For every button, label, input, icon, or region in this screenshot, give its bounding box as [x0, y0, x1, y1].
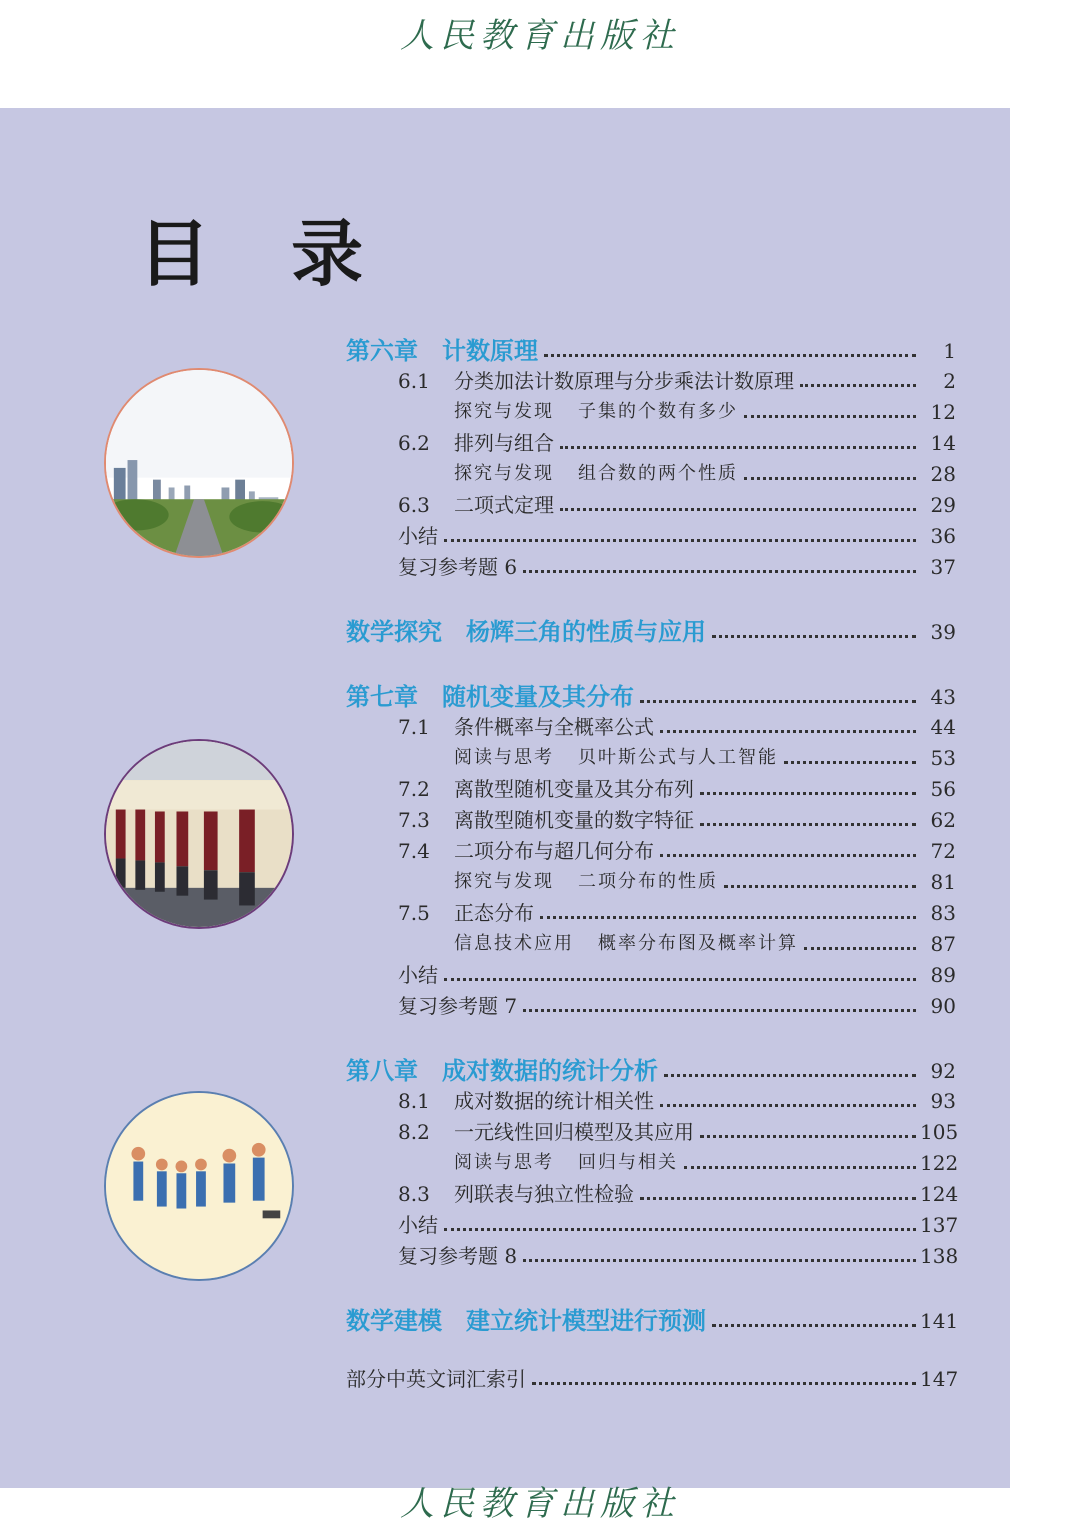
entry-prefix: 阅读与思考 — [454, 747, 554, 768]
dot-leader — [523, 569, 916, 573]
entry-heading — [346, 1308, 712, 1334]
toc-entry-section[interactable] — [398, 488, 956, 518]
dot-leader — [660, 1103, 916, 1107]
toc-entry-feature[interactable] — [454, 395, 956, 425]
dot-leader — [544, 353, 916, 357]
toc-entry-section[interactable] — [398, 803, 956, 833]
dot-leader — [804, 946, 916, 950]
entry-prefix: 探究与发现 — [454, 871, 554, 892]
entry-title: 杨辉三角的性质与应用 — [466, 618, 706, 646]
entry-heading — [454, 745, 784, 771]
dot-leader — [444, 977, 916, 981]
dot-leader — [540, 915, 916, 919]
toc-entry-head[interactable] — [346, 1050, 956, 1084]
dot-leader — [523, 1258, 916, 1262]
entry-title: 子集的个数有多少 — [578, 401, 738, 422]
toc-entry-section[interactable] — [398, 364, 956, 394]
entry-title: 分类加法计数原理与分步乘法计数原理 — [454, 369, 794, 393]
entry-title: 正态分布 — [454, 901, 534, 925]
page-number: 39 — [930, 620, 956, 644]
toc-entry-head[interactable] — [346, 676, 956, 710]
entry-title: 复习参考题 8 — [398, 1244, 518, 1268]
shooting-range-photo — [104, 739, 294, 929]
publisher-logo-bottom: 人民教育出版社 — [400, 1484, 680, 1524]
section-number: 7.2 — [398, 777, 430, 801]
entry-prefix: 信息技术应用 — [454, 933, 574, 954]
toc-entry-summary[interactable] — [398, 550, 956, 580]
entry-prefix: 数学建模 — [346, 1307, 442, 1335]
section-number: 8.3 — [398, 1182, 430, 1206]
toc-entry-section[interactable] — [398, 1115, 959, 1145]
page-number: 14 — [930, 431, 956, 455]
toc-entry-section[interactable] — [398, 772, 956, 802]
entry-title: 排列与组合 — [454, 431, 554, 455]
entry-title: 贝叶斯公式与人工智能 — [578, 747, 778, 768]
entry-heading — [454, 869, 724, 895]
queue-illustration — [104, 1091, 294, 1281]
entry-title: 二项分布的性质 — [578, 871, 718, 892]
dot-leader — [444, 538, 916, 542]
page-number: 122 — [920, 1151, 959, 1175]
dot-leader — [560, 507, 916, 511]
entry-prefix: 数学探究 — [346, 618, 442, 646]
entry-title: 条件概率与全概率公式 — [454, 715, 654, 739]
entry-title: 列联表与独立性检验 — [454, 1182, 634, 1206]
page-number: 89 — [930, 963, 956, 987]
page-number: 124 — [920, 1182, 959, 1206]
entry-prefix: 探究与发现 — [454, 401, 554, 422]
entry-title: 复习参考题 7 — [398, 994, 518, 1018]
dot-leader — [640, 1196, 916, 1200]
entry-title: 二项式定理 — [454, 493, 554, 517]
toc-entry-summary[interactable] — [398, 1239, 959, 1269]
entry-heading — [346, 338, 544, 364]
page-number: 81 — [930, 870, 956, 894]
page-number: 72 — [930, 839, 956, 863]
section-number: 7.3 — [398, 808, 430, 832]
page-number: 92 — [930, 1059, 956, 1083]
entry-title: 随机变量及其分布 — [442, 683, 634, 711]
toc-entry-section[interactable] — [398, 896, 956, 926]
entry-heading — [346, 684, 640, 710]
toc-entry-section[interactable] — [398, 1177, 959, 1207]
entry-title: 二项分布与超几何分布 — [454, 839, 654, 863]
section-number: 6.3 — [398, 493, 430, 517]
dot-leader — [444, 1227, 916, 1231]
entry-prefix: 第七章 — [346, 683, 418, 711]
entry-heading — [454, 1150, 684, 1176]
toc-entry-plain[interactable] — [346, 1362, 959, 1392]
toc-entry-summary[interactable] — [398, 1208, 959, 1238]
entry-heading — [346, 1058, 664, 1084]
page-title: 目 录 — [138, 211, 392, 296]
page-number: 44 — [930, 715, 956, 739]
page-number: 12 — [930, 400, 956, 424]
entry-heading — [346, 619, 712, 645]
toc-entry-head[interactable] — [346, 1300, 959, 1335]
toc-entry-head[interactable] — [346, 611, 956, 645]
dot-leader — [800, 383, 916, 387]
dot-leader — [744, 414, 916, 418]
toc-entry-feature[interactable] — [454, 741, 956, 771]
toc-entry-section[interactable] — [398, 710, 956, 740]
entry-title: 计数原理 — [442, 337, 538, 365]
publisher-logo-top: 人民教育出版社 — [400, 16, 680, 56]
toc-entry-summary[interactable] — [398, 989, 956, 1019]
toc-entry-feature[interactable] — [454, 457, 956, 487]
dot-leader — [532, 1381, 916, 1385]
dot-leader — [660, 729, 916, 733]
section-number: 8.1 — [398, 1089, 430, 1113]
page-number: 28 — [930, 462, 956, 486]
toc-entry-feature[interactable] — [454, 1146, 959, 1176]
page-number: 43 — [930, 685, 956, 709]
dot-leader — [700, 791, 916, 795]
page-number: 1 — [943, 339, 956, 363]
page-number: 37 — [930, 555, 956, 579]
entry-prefix: 阅读与思考 — [454, 1152, 554, 1173]
page-number: 90 — [930, 994, 956, 1018]
section-number: 7.1 — [398, 715, 430, 739]
entry-title: 小结 — [398, 1213, 438, 1237]
entry-title: 组合数的两个性质 — [578, 463, 738, 484]
city-road-photo — [104, 368, 294, 558]
section-number: 6.2 — [398, 431, 430, 455]
toc-entry-section[interactable] — [398, 834, 956, 864]
page-number: 141 — [920, 1309, 959, 1333]
entry-title: 部分中英文词汇索引 — [346, 1367, 526, 1391]
entry-prefix: 第六章 — [346, 337, 418, 365]
page-number: 138 — [920, 1244, 959, 1268]
entry-title: 回归与相关 — [578, 1152, 678, 1173]
dot-leader — [784, 760, 916, 764]
section-number: 6.1 — [398, 369, 430, 393]
dot-leader — [700, 822, 916, 826]
entry-prefix: 探究与发现 — [454, 463, 554, 484]
page-number: 56 — [930, 777, 956, 801]
entry-heading — [454, 399, 744, 425]
entry-title: 建立统计模型进行预测 — [466, 1307, 706, 1335]
section-number: 8.2 — [398, 1120, 430, 1144]
dot-leader — [640, 699, 916, 703]
dot-leader — [712, 1323, 916, 1327]
dot-leader — [523, 1008, 916, 1012]
toc-entry-summary[interactable] — [398, 519, 956, 549]
page-number: 147 — [920, 1367, 959, 1391]
toc-entry-summary[interactable] — [398, 958, 956, 988]
toc-entry-feature[interactable] — [454, 927, 956, 957]
entry-title: 成对数据的统计相关性 — [454, 1089, 654, 1113]
entry-heading — [454, 461, 744, 487]
dot-leader — [684, 1165, 916, 1169]
entry-title: 复习参考题 6 — [398, 555, 518, 579]
page-number: 105 — [920, 1120, 959, 1144]
entry-prefix: 第八章 — [346, 1057, 418, 1085]
entry-title: 成对数据的统计分析 — [442, 1057, 658, 1085]
page-number: 83 — [930, 901, 956, 925]
section-number: 7.5 — [398, 901, 430, 925]
dot-leader — [744, 476, 916, 480]
toc-entry-section[interactable] — [398, 426, 956, 456]
entry-title: 概率分布图及概率计算 — [598, 933, 798, 954]
toc-entry-head[interactable] — [346, 330, 956, 364]
dot-leader — [664, 1073, 916, 1077]
page-number: 137 — [920, 1213, 959, 1237]
section-number: 7.4 — [398, 839, 430, 863]
page-number: 87 — [930, 932, 956, 956]
page-number: 2 — [943, 369, 956, 393]
dot-leader — [724, 884, 916, 888]
dot-leader — [712, 634, 916, 638]
page-number: 62 — [930, 808, 956, 832]
dot-leader — [660, 853, 916, 857]
page-number: 53 — [930, 746, 956, 770]
entry-title: 离散型随机变量的数字特征 — [454, 808, 694, 832]
page-number: 29 — [930, 493, 956, 517]
page-number: 36 — [930, 524, 956, 548]
entry-title: 离散型随机变量及其分布列 — [454, 777, 694, 801]
entry-title: 一元线性回归模型及其应用 — [454, 1120, 694, 1144]
toc-entry-feature[interactable] — [454, 865, 956, 895]
page-number: 93 — [930, 1089, 956, 1113]
entry-heading — [454, 931, 804, 957]
dot-leader — [700, 1134, 916, 1138]
toc-entry-section[interactable] — [398, 1084, 956, 1114]
entry-title: 小结 — [398, 963, 438, 987]
entry-title: 小结 — [398, 524, 438, 548]
dot-leader — [560, 445, 916, 449]
